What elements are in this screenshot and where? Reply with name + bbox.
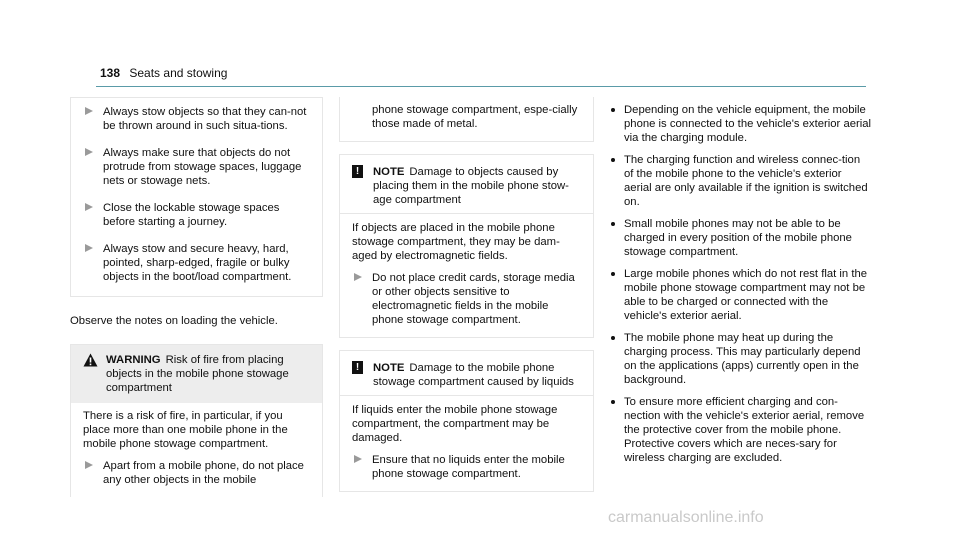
note-body bbox=[340, 396, 593, 491]
warning-heading bbox=[71, 345, 322, 403]
list-item: Close the lockable stowage spaces before starting a journey. bbox=[71, 201, 312, 229]
header-rule bbox=[96, 86, 866, 87]
arrow-icon bbox=[85, 203, 93, 211]
note-heading bbox=[340, 155, 593, 214]
note-title: Damage to the mobile phone stowage compartment caused by liquids bbox=[373, 362, 574, 388]
page-number: 138 bbox=[100, 66, 121, 80]
list-item: Ensure that no liquids enter the mobile phone stowage compartment. bbox=[352, 453, 581, 481]
observe-text: Observe the notes on loading the vehicle. bbox=[70, 315, 278, 327]
arrow-icon bbox=[354, 455, 362, 463]
list-item: Apart from a mobile phone, do not place any other objects in the mobile bbox=[83, 459, 310, 487]
list-item: Do not place credit cards, storage media or other objects sensitive to electromagnetic fields in the mobile phone stowage compartment. bbox=[352, 271, 581, 327]
list-item: To ensure more efficient charging and con-nection with the vehicle's exterior aerial, remove the protective cover from the mobile phone. Protective covers which are neces-sary for wireless charging are excluded. bbox=[610, 395, 872, 465]
arrow-icon bbox=[85, 461, 93, 469]
note-label: NOTE bbox=[373, 362, 405, 374]
column-3 bbox=[610, 103, 872, 473]
list-item: Depending on the vehicle equipment, the mobile phone is connected to the vehicle's exterior aerial via the charging module. bbox=[610, 103, 872, 145]
list-item: The charging function and wireless connec-tion of the mobile phone to the vehicle's exterior aerial are only available if the ignition is switched on. bbox=[610, 153, 872, 209]
list-item: Always stow objects so that they can-not be thrown around in such situa-tions. bbox=[71, 105, 312, 133]
column-1 bbox=[70, 97, 323, 497]
warning-label: WARNING bbox=[106, 354, 161, 366]
warning-text: There is a risk of fire, in particular, if you place more than one mobile phone in the mobile phone stowage compartment. bbox=[83, 410, 288, 450]
instruction-box bbox=[70, 97, 323, 297]
arrow-icon bbox=[85, 244, 93, 252]
warning-box bbox=[70, 344, 323, 497]
note-label: NOTE bbox=[373, 166, 405, 178]
column-2 bbox=[339, 97, 594, 492]
note-text: If liquids enter the mobile phone stowage compartment, the compartment may be damaged. bbox=[352, 404, 558, 444]
watermark: carmanualsonline.info bbox=[608, 509, 764, 526]
arrow-icon bbox=[85, 148, 93, 156]
list-item: Always make sure that objects do not protrude from stowage spaces, luggage nets or stowage nets. bbox=[71, 146, 312, 188]
bullet-list bbox=[610, 103, 872, 465]
note-box bbox=[339, 350, 594, 492]
warning-triangle-icon bbox=[83, 353, 98, 367]
arrow-icon bbox=[85, 107, 93, 115]
warning-title: Risk of fire from placing objects in the mobile phone stowage compartment bbox=[106, 354, 289, 394]
note-text: If objects are placed in the mobile phone stowage compartment, they may be dam-aged by electromagnetic fields. bbox=[352, 222, 560, 262]
list-item: Small mobile phones may not be able to be charged in every position of the mobile phone stowage compartment. bbox=[610, 217, 872, 259]
note-body bbox=[340, 214, 593, 337]
note-box bbox=[339, 154, 594, 338]
warning-body bbox=[71, 403, 322, 497]
list-item: The mobile phone may heat up during the charging process. This may particularly depend on the applications (apps) currently open in the background. bbox=[610, 331, 872, 387]
note-title: Damage to objects caused by placing them in the mobile phone stow-age compartment bbox=[373, 166, 569, 206]
page-header bbox=[100, 66, 227, 80]
exclamation-icon: ! bbox=[352, 165, 363, 178]
exclamation-icon: ! bbox=[352, 361, 363, 374]
warning-continuation: phone stowage compartment, espe-cially those made of metal. bbox=[339, 97, 594, 142]
list-item: Large mobile phones which do not rest flat in the mobile phone stowage compartment may not be able to be charged or connected with the vehicle's exterior aerial. bbox=[610, 267, 872, 323]
section-title: Seats and stowing bbox=[129, 66, 228, 80]
note-heading bbox=[340, 351, 593, 396]
list-item: Always stow and secure heavy, hard, pointed, sharp-edged, fragile or bulky objects in the boot/load compartment. bbox=[71, 242, 312, 284]
arrow-icon bbox=[354, 273, 362, 281]
